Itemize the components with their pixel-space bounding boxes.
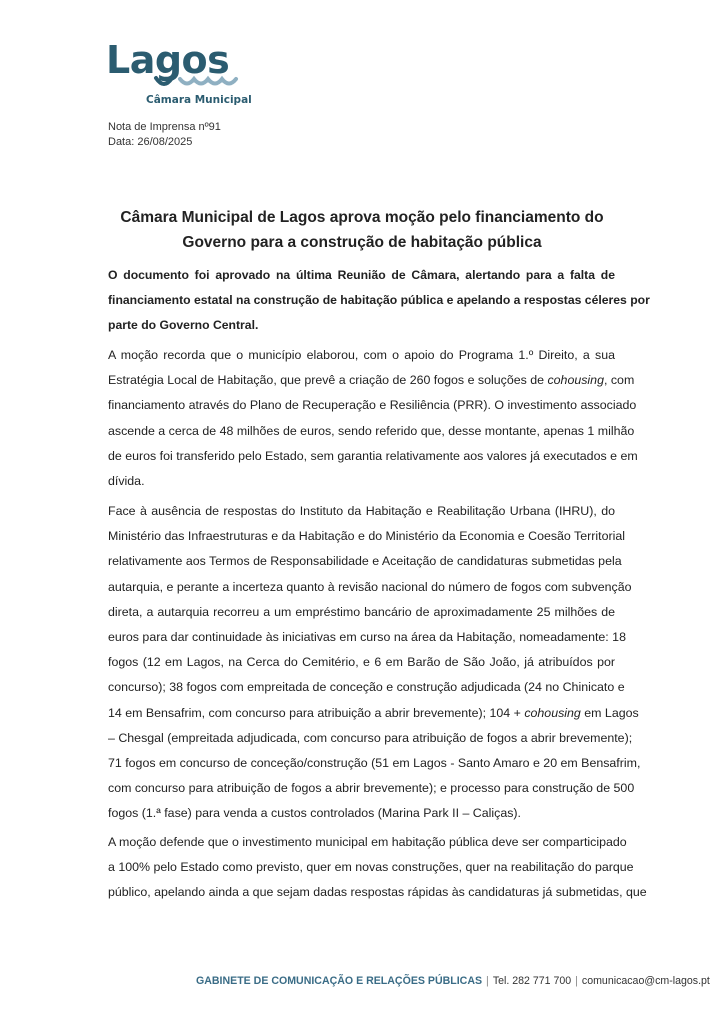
footer-contact	[196, 975, 710, 987]
text-line: Estratégia Local de Habitação, que prevê a criação de 260 fogos e soluções de cohousing, com	[108, 373, 635, 388]
text-line: Ministério das Infraestruturas e da Habitação e do Ministério da Economia e Coesão Territorial	[108, 529, 625, 544]
text-line: relativamente aos Termos de Responsabilidade e Aceitação de candidaturas submetidas pela	[108, 554, 622, 569]
text-line: 71 fogos em concurso de conceção/construção (51 em Lagos - Santo Amaro e 20 em Bensafrim,	[108, 755, 641, 770]
text-line: fogos (1.ª fase) para venda a custos controlados (Marina Park II – Caliças).	[108, 806, 521, 821]
press-note-meta	[108, 120, 221, 150]
footer-phone: Tel. 282 771 700	[492, 975, 572, 987]
page-title	[100, 205, 624, 255]
press-note-number: Nota de Imprensa nº91	[108, 121, 221, 133]
text-line: A moção defende que o investimento municipal em habitação pública deve ser comparticipado	[108, 835, 627, 849]
text-line: de euros foi transferido pelo Estado, sem garantia relativamente aos valores já executados e em	[108, 448, 638, 463]
body-paragraph-1	[108, 343, 638, 494]
logo-subtitle: Câmara Municipal	[146, 94, 252, 106]
text-line: autarquia, e perante a incerteza quanto à revisão nacional do número de fogos com subvenção	[108, 579, 632, 594]
body-paragraph-2	[108, 499, 641, 826]
text-line: ascende a cerca de 48 milhões de euros, sendo referido que, desse montante, apenas 1 milhão	[108, 423, 635, 438]
title-line: Câmara Municipal de Lagos aprova moção pelo financiamento do	[120, 209, 604, 226]
italic-term: cohousing	[524, 705, 581, 720]
text-line: financiamento estatal na construção de habitação pública e apelando a respostas céleres por	[108, 293, 650, 308]
body-paragraph-3	[108, 830, 647, 906]
italic-term: cohousing	[547, 373, 604, 388]
text-line: 14 em Bensafrim, com concurso para atribuição a abrir brevemente); 104 + cohousing em Lagos	[108, 705, 639, 720]
text-line: concurso); 38 fogos com empreitada de conceção e construção adjudicada (24 no Chinicato e	[108, 680, 625, 695]
press-note-date: Data: 26/08/2025	[108, 136, 193, 148]
text-line: direta, a autarquia recorreu a um empréstimo bancário de aproximadamente 25 milhões de	[108, 604, 615, 619]
text-line: O documento foi aprovado na última Reunião de Câmara, alertando para a falta de	[108, 268, 615, 282]
text-line: euros para dar continuidade às iniciativas em curso na área da Habitação, nomeadamente: 18	[108, 629, 626, 644]
title-line: Governo para a construção de habitação pública	[182, 234, 542, 251]
text-line: A moção recorda que o município elaborou, com o apoio do Programa 1.º Direito, a sua	[108, 348, 615, 362]
text-line: fogos (12 em Lagos, na Cerca do Cemitério, e 6 em Barão de São João, já atribuídos por	[108, 655, 615, 670]
footer-department: GABINETE DE COMUNICAÇÃO E RELAÇÕES PÚBLICAS	[196, 975, 483, 987]
text-line: público, apelando ainda a que sejam dadas respostas rápidas às candidaturas já submetidas, que	[108, 885, 647, 900]
text-line: parte do Governo Central.	[108, 318, 259, 333]
footer-email[interactable]: comunicacao@cm-lagos.pt	[581, 975, 710, 987]
text-line: Face à ausência de respostas do Instituto da Habitação e Reabilitação Urbana (IHRU), do	[108, 504, 615, 518]
logo-wordmark: Lagos	[106, 38, 230, 82]
footer-separator: |	[486, 975, 489, 987]
waves-icon	[154, 76, 244, 90]
text-line: – Chesgal (empreitada adjudicada, com concurso para atribuição de fogos a abrir brevemente);	[108, 730, 633, 745]
text-line: financiamento através do Plano de Recuperação e Resiliência (PRR). O investimento associado	[108, 398, 637, 413]
text-line: dívida.	[108, 473, 145, 488]
footer-separator: |	[575, 975, 578, 987]
municipality-logo	[106, 38, 252, 110]
lead-paragraph	[108, 263, 650, 339]
text-line: com concurso para atribuição de fogos a abrir brevemente); e processo para construção de 500	[108, 781, 635, 796]
text-line: a 100% pelo Estado como previsto, quer em novas construções, quer na reabilitação do parque	[108, 860, 634, 875]
